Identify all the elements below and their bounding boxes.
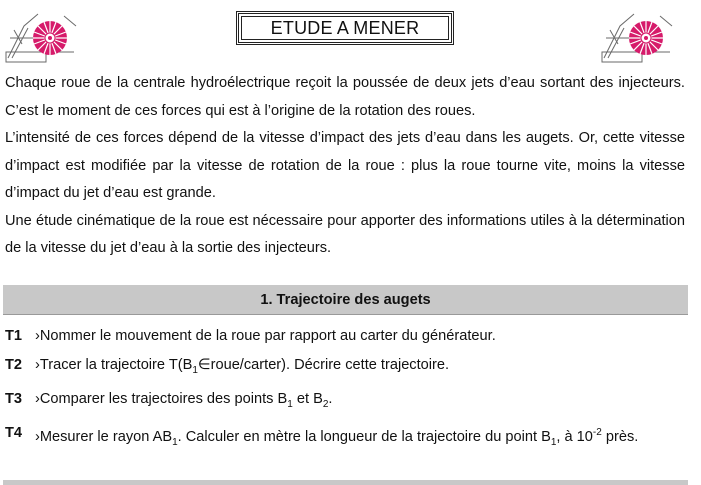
task-code: T2 bbox=[5, 356, 23, 373]
task-text: ›Mesurer le rayon $AB_1$. Calculer en mètre la longueur de la trajectoire du point $B_1$, à $10^{-2}$ près. bbox=[35, 427, 639, 449]
task-item bbox=[5, 351, 685, 385]
intro-paragraph: Une étude cinématique de la roue est nécessaire pour apporter des informations utiles à la détermination de la vitesse du jet d’eau à la sortie des injecteurs. bbox=[5, 212, 685, 256]
page-title: ETUDE A MENER bbox=[236, 11, 454, 45]
task-code: T1 bbox=[5, 328, 23, 344]
task-code: T3 bbox=[5, 390, 23, 407]
water-turbine-wheel-icon bbox=[4, 8, 80, 68]
task-item bbox=[5, 322, 685, 351]
water-turbine-wheel-icon bbox=[600, 8, 676, 68]
intro-paragraph: Chaque roue de la centrale hydroélectrique reçoit la poussée de deux jets d’eau sortant des injecteurs. C’est le moment de ces forces qui est à l’origine de la rotation des roues. bbox=[5, 75, 685, 119]
section-divider bbox=[3, 480, 688, 485]
intro-text bbox=[5, 70, 685, 263]
section-header bbox=[3, 285, 688, 315]
task-text: ›Tracer la trajectoire $T(B_1\in roue/carter)$. Décrire cette trajectoire. bbox=[35, 356, 450, 376]
turbine-logo-left bbox=[4, 8, 80, 68]
task-item bbox=[5, 419, 685, 457]
task-item bbox=[5, 385, 685, 419]
section-title: 1. Trajectoire des augets bbox=[260, 291, 431, 308]
task-text: ›Nommer le mouvement de la roue par rapport au carter du générateur. bbox=[35, 328, 496, 344]
turbine-logo-right bbox=[600, 8, 676, 68]
task-list bbox=[5, 322, 685, 458]
intro-paragraph: L’intensité de ces forces dépend de la vitesse d’impact des jets d’eau dans les augets. Or, cette vitesse d’impact est modifiée par la vitesse de rotation de la roue : plus la roue tourne vite, moins la vitesse d’impact du jet d’eau est grande. bbox=[5, 130, 685, 201]
task-text: ›Comparer les trajectoires des points $B_1$ et $B_2$. bbox=[35, 390, 333, 410]
task-code: T4 bbox=[5, 425, 23, 442]
